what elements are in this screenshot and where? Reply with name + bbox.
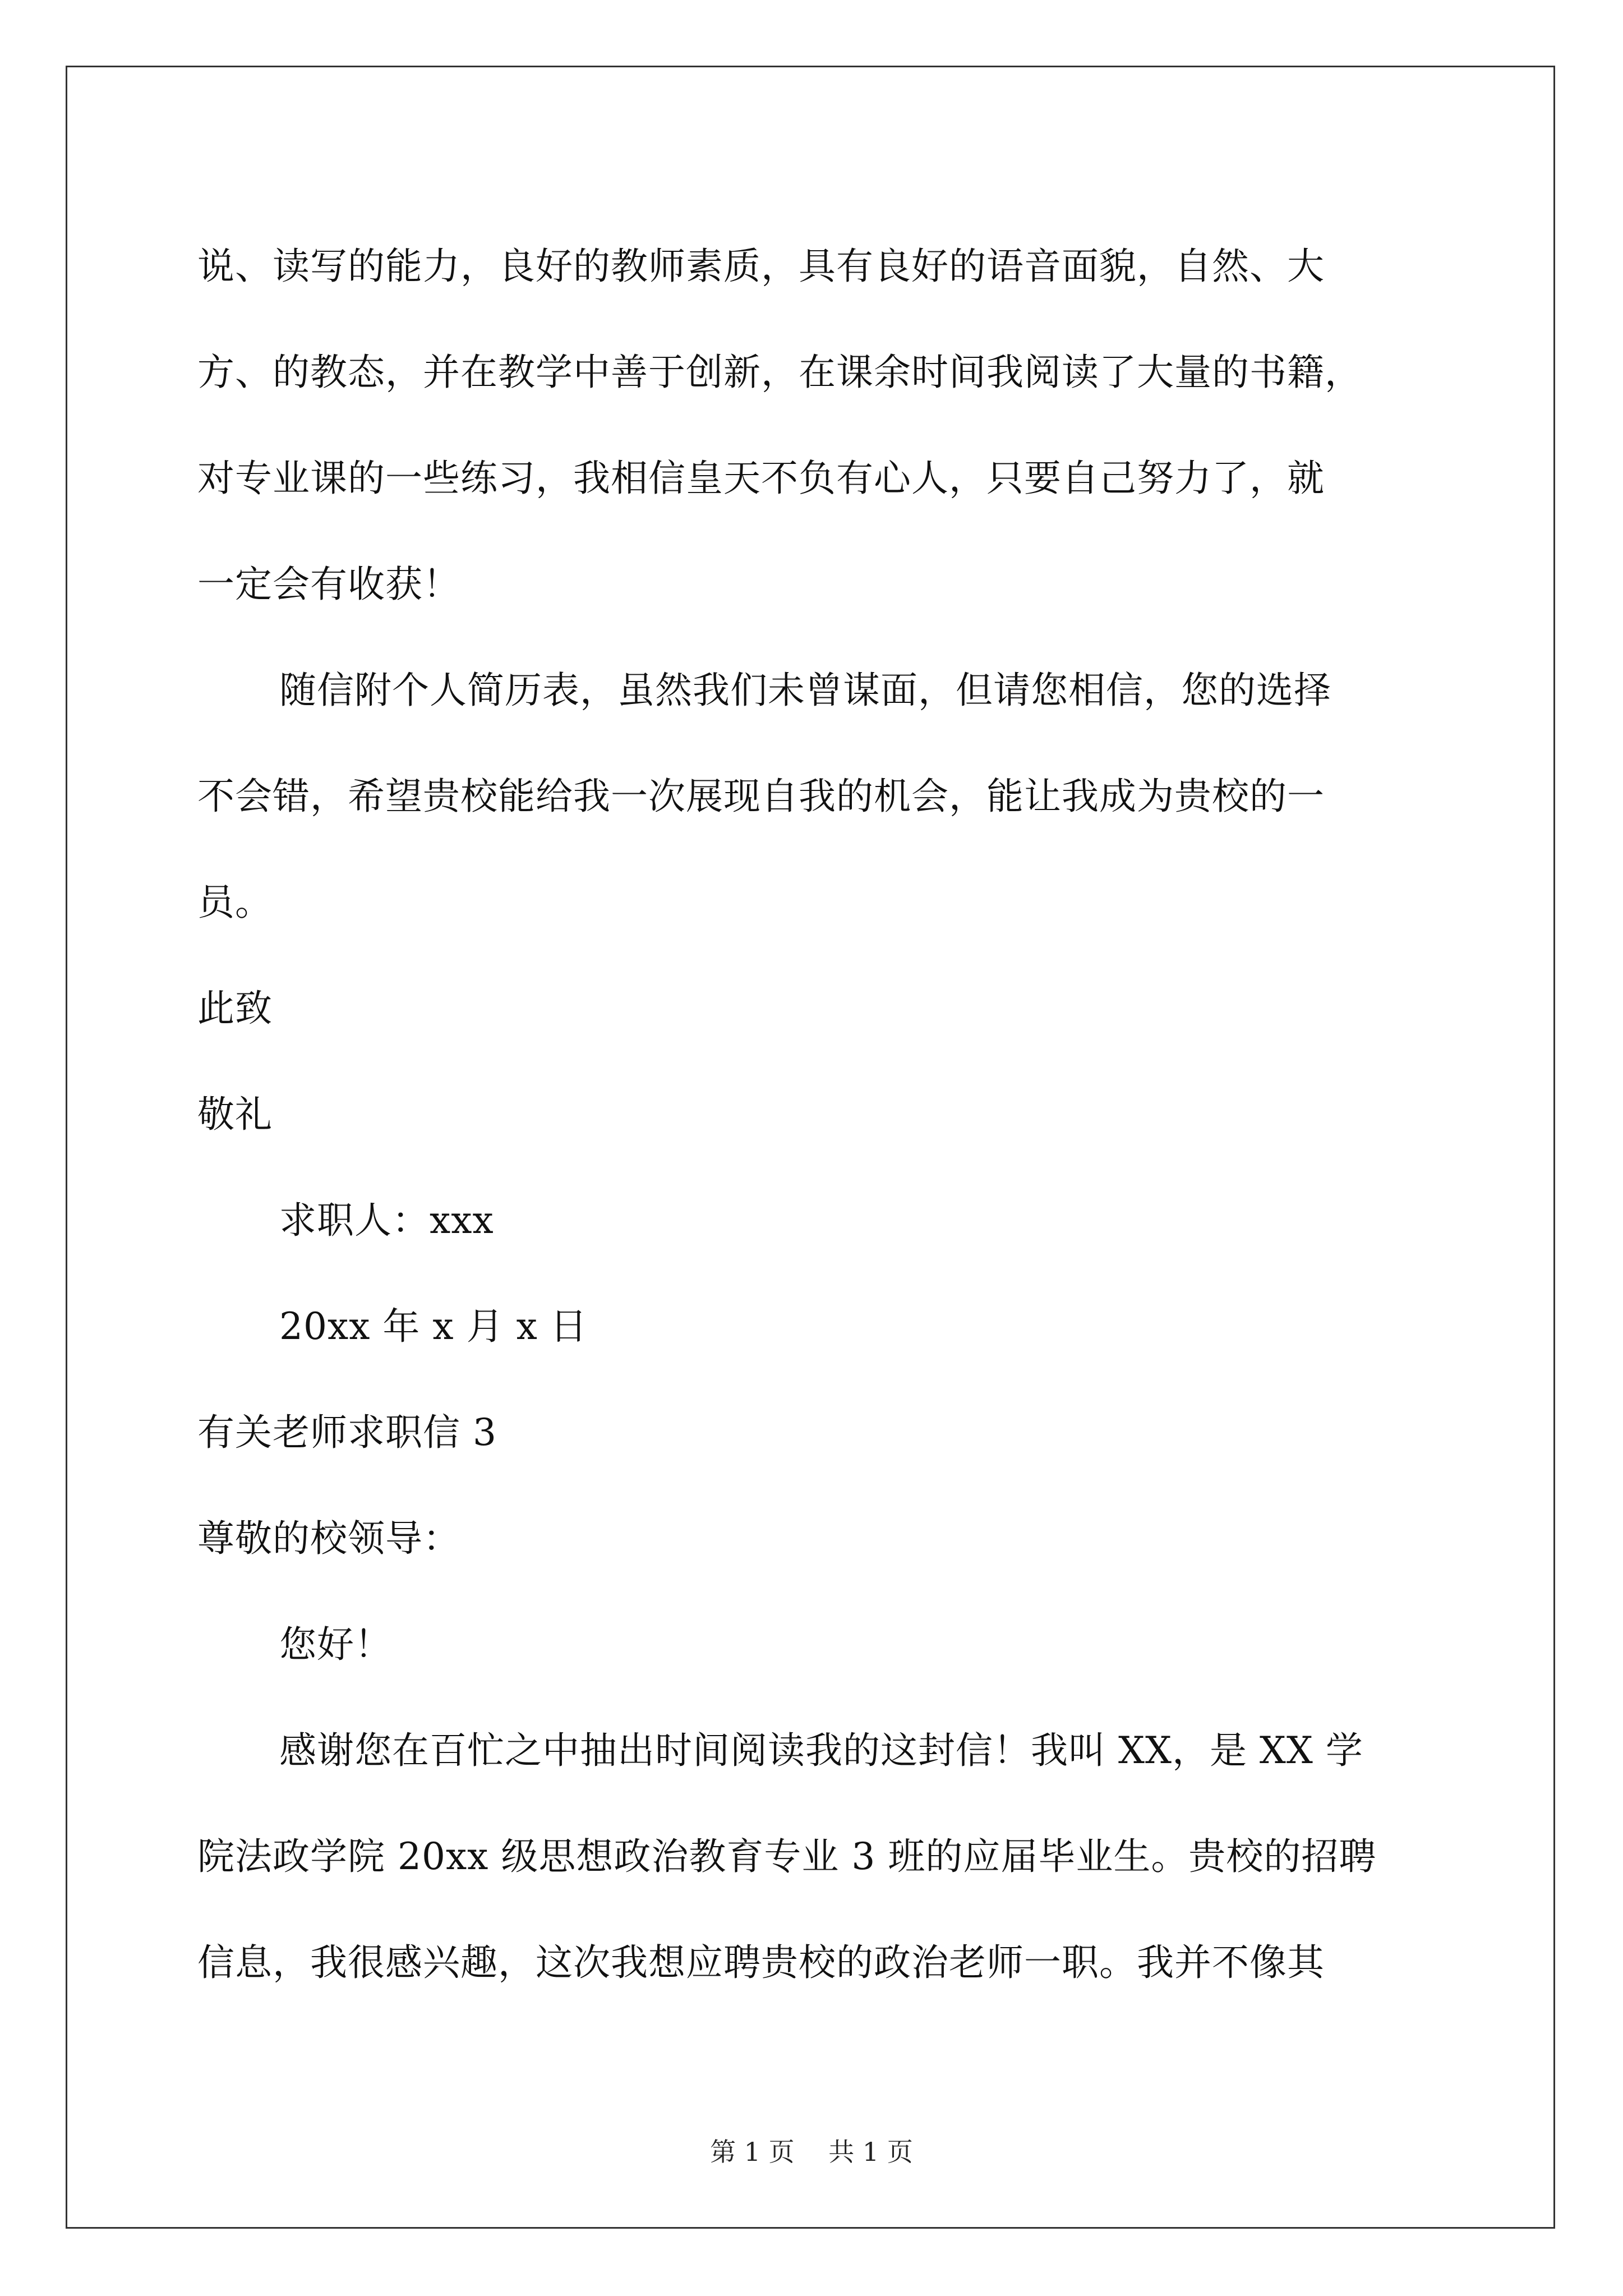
text-line: 方、的教态，并在教学中善于创新，在课余时间我阅读了大量的书籍， (197, 351, 1362, 394)
greeting-recipient: 尊敬的校领导： (197, 1517, 460, 1560)
greeting-hello: 您好！ (279, 1623, 392, 1666)
section-heading: 有关老师求职信 3 (197, 1411, 497, 1454)
closing-regards: 敬礼 (197, 1093, 273, 1136)
text-line: 不会错，希望贵校能给我一次展现自我的机会，能让我成为贵校的一 (197, 775, 1325, 818)
text-line: 随信附个人简历表，虽然我们未曾谋面，但请您相信，您的选择 (279, 669, 1331, 712)
text-line: 说、读写的能力，良好的教师素质，具有良好的语音面貌，自然、大 (197, 245, 1325, 288)
document-body (197, 213, 1426, 2016)
text-line: 感谢您在百忙之中抽出时间阅读我的这封信！我叫 XX，是 XX 学 (279, 1729, 1363, 1772)
text-line: 员。 (197, 881, 273, 924)
page-number-footer: 第 1 页 共 1 页 (710, 2137, 913, 2167)
closing-salutation: 此致 (197, 987, 273, 1030)
text-line: 院法政学院 20xx 级思想政治教育专业 3 班的应届毕业生。贵校的招聘 (197, 1835, 1377, 1878)
text-line: 对专业课的一些练习，我相信皇天不负有心人，只要自己努力了，就 (197, 457, 1325, 500)
text-line: 信息，我很感兴趣，这次我想应聘贵校的政治老师一职。我并不像其 (197, 1941, 1325, 1984)
text-line: 一定会有收获！ (197, 563, 460, 606)
signature-date: 20xx 年 x 月 x 日 (279, 1305, 588, 1348)
signature-applicant: 求职人：xxx (279, 1199, 494, 1242)
